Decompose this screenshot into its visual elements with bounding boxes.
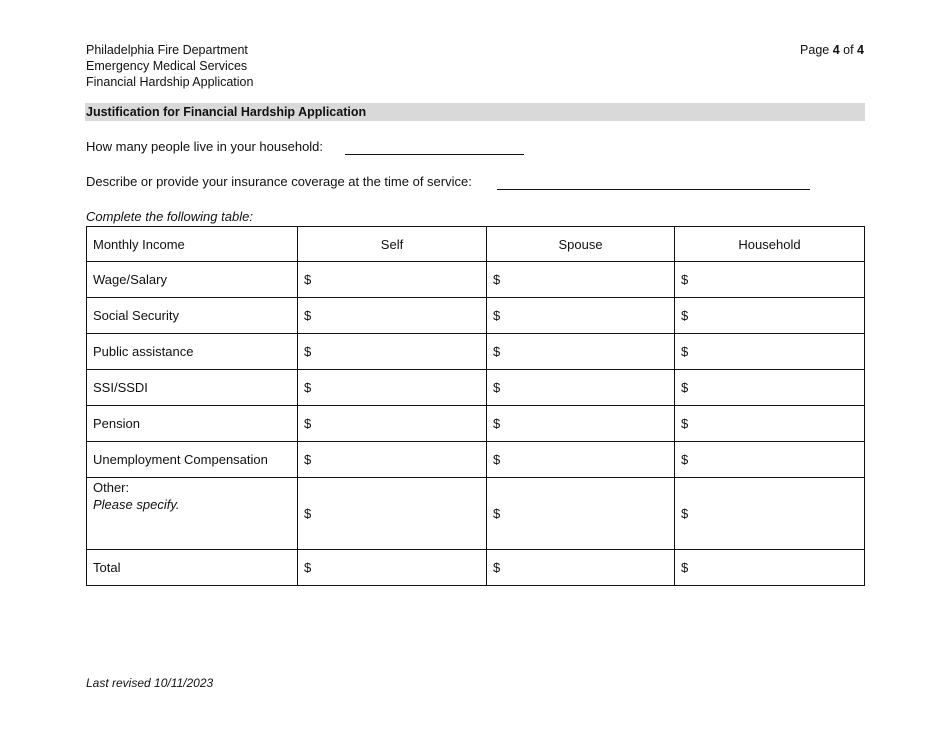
header-self: Self [298,227,487,262]
table-header-row [87,227,865,262]
spouse-amount-cell[interactable]: $ [487,298,675,334]
household-amount-cell[interactable]: $ [675,442,865,478]
household-amount-cell[interactable]: $ [675,334,865,370]
table-row [87,406,865,442]
spouse-amount-cell[interactable]: $ [487,406,675,442]
household-answer-field[interactable] [345,154,524,155]
household-amount-cell[interactable]: $ [675,406,865,442]
self-amount-cell[interactable]: $ [298,298,487,334]
table-row [87,334,865,370]
table-row-total [87,550,865,586]
table-row [87,298,865,334]
row-label: SSI/SSDI [87,370,298,406]
self-amount-cell[interactable]: $ [298,406,487,442]
self-amount-cell[interactable]: $ [298,478,487,550]
page-current: 4 [832,43,840,57]
self-amount-cell[interactable]: $ [298,334,487,370]
header-org-block [86,42,253,90]
household-amount-cell[interactable]: $ [675,262,865,298]
insurance-answer-field[interactable] [497,189,810,190]
spouse-amount-cell[interactable]: $ [487,334,675,370]
page-total: 4 [857,43,864,57]
row-label: Social Security [87,298,298,334]
header-spouse: Spouse [487,227,675,262]
spouse-amount-cell[interactable]: $ [487,370,675,406]
spouse-total-cell[interactable]: $ [487,550,675,586]
row-label: Pension [87,406,298,442]
household-amount-cell[interactable]: $ [675,298,865,334]
header-division: Emergency Medical Services [86,59,248,73]
other-hint: Please specify. [93,497,180,512]
revision-date: Last revised 10/11/2023 [86,676,214,690]
spouse-amount-cell[interactable]: $ [487,478,675,550]
page-of: of [839,43,858,57]
household-total-cell[interactable]: $ [675,550,865,586]
table-row [87,262,865,298]
row-label: Public assistance [87,334,298,370]
row-label-total: Total [87,550,298,586]
self-total-cell[interactable]: $ [298,550,487,586]
self-amount-cell[interactable]: $ [298,262,487,298]
self-amount-cell[interactable]: $ [298,442,487,478]
header-form-name: Financial Hardship Application [86,75,254,89]
table-row [87,442,865,478]
table-row [87,370,865,406]
section-title: Justification for Financial Hardship Application [85,103,865,121]
other-label: Other: [93,480,130,495]
household-amount-cell[interactable]: $ [675,370,865,406]
row-label: Wage/Salary [87,262,298,298]
page-prefix: Page [800,43,833,57]
header-monthly-income: Monthly Income [87,227,298,262]
spouse-amount-cell[interactable]: $ [487,262,675,298]
table-row-other [87,478,865,550]
page-number [800,42,864,58]
header-household: Household [675,227,865,262]
row-label-other [87,478,298,550]
monthly-income-table [86,226,865,586]
household-amount-cell[interactable]: $ [675,478,865,550]
self-amount-cell[interactable]: $ [298,370,487,406]
row-label: Unemployment Compensation [87,442,298,478]
insurance-question: Describe or provide your insurance coverage at the time of service: [86,174,472,189]
header-department: Philadelphia Fire Department [86,43,248,57]
spouse-amount-cell[interactable]: $ [487,442,675,478]
table-instruction: Complete the following table: [86,209,253,224]
household-question: How many people live in your household: [86,139,324,154]
